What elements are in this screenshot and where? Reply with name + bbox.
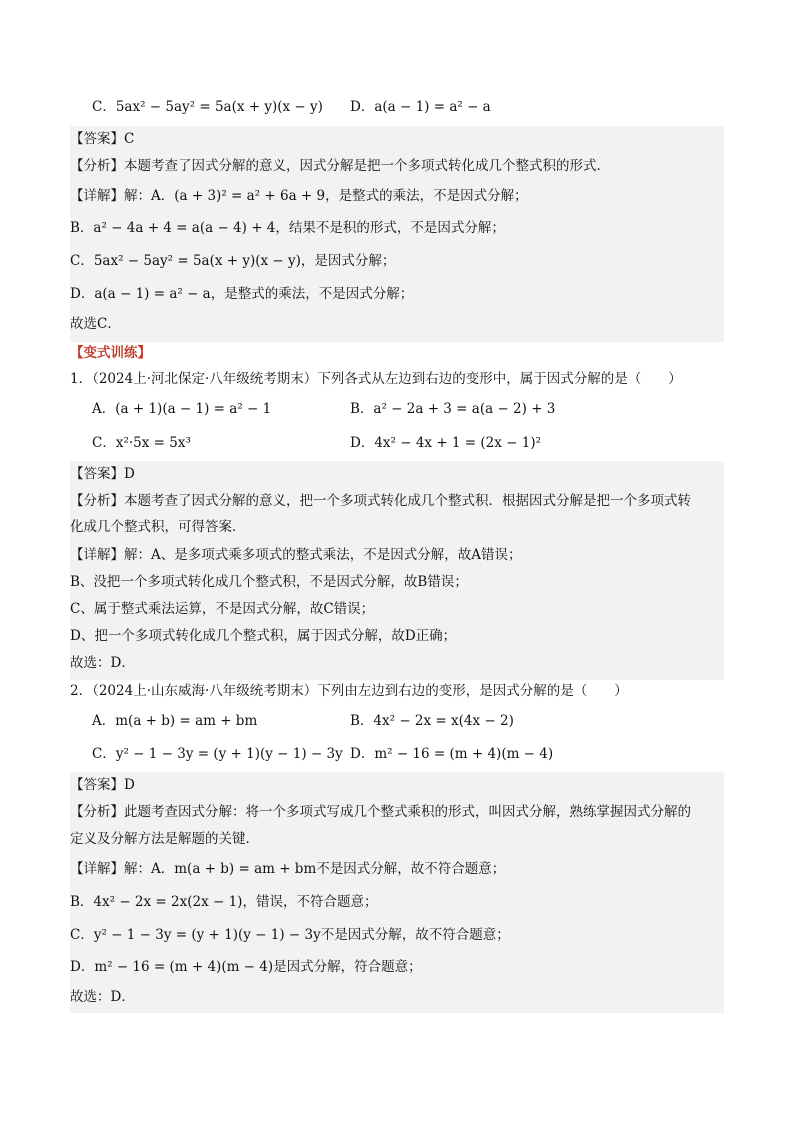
detail-2-line-4: D．m² − 16 = (m + 4)(m − 4)是因式分解，符合题意； <box>70 959 422 975</box>
detail-2-line-5: 故选：D． <box>70 989 135 1005</box>
detail-0-line-5: 故选C． <box>70 316 121 332</box>
question-1-option-c: C．x²·5x = 5x³ <box>92 435 191 451</box>
detail-1-line-1: 【详解】解：A、是多项式乘多项式的整式乘法，不是因式分解，故A错误； <box>70 547 522 563</box>
detail-0-line-1: 【详解】解：A．(a + 3)² = a² + 6a + 9，是整式的乘法，不是因式分解； <box>70 188 528 204</box>
answer-0: 【答案】C <box>70 131 135 147</box>
question-2-option-c: C．y² − 1 − 3y = (y + 1)(y − 1) − 3y <box>92 746 343 762</box>
variant-training-title: 【变式训练】 <box>70 345 151 361</box>
detail-0-line-3: C．5ax² − 5ay² = 5a(x + y)(x − y)，是因式分解； <box>70 253 396 269</box>
analysis-2-line-2: 定义及分解方法是解题的关键． <box>70 831 259 847</box>
question-2-option-b: B．4x² − 2x = x(4x − 2) <box>350 713 514 729</box>
answer-1: 【答案】D <box>70 466 135 482</box>
detail-2-line-3: C．y² − 1 − 3y = (y + 1)(y − 1) − 3y不是因式分解，故不符合题意； <box>70 927 510 943</box>
question-1-option-b: B．a² − 2a + 3 = a(a − 2) + 3 <box>350 401 556 417</box>
analysis-1-line-2: 化成几个整式积，可得答案． <box>70 519 246 535</box>
analysis-0: 【分析】本题考查了因式分解的意义，因式分解是把一个多项式转化成几个整式积的形式． <box>70 158 610 174</box>
question-2-stem: 2．（2024上·山东威海·八年级统考期末）下列由左边到右边的变形，是因式分解的是（ ） <box>70 683 628 699</box>
question-2-option-d: D．m² − 16 = (m + 4)(m − 4) <box>350 746 554 762</box>
answer-2: 【答案】D <box>70 777 135 793</box>
detail-1-line-2: B、没把一个多项式转化成几个整式积，不是因式分解，故B错误； <box>70 574 468 590</box>
detail-1-line-5: 故选：D． <box>70 655 135 671</box>
question-1-option-a: A．(a + 1)(a − 1) = a² − 1 <box>92 401 272 417</box>
detail-1-line-3: C、属于整式乘法运算，不是因式分解，故C错误； <box>70 601 375 617</box>
top-option-d: D．a(a − 1) = a² − a <box>350 99 491 115</box>
detail-0-line-4: D．a(a − 1) = a² − a，是整式的乘法，不是因式分解； <box>70 286 414 302</box>
analysis-1-line-1: 【分析】本题考查了因式分解的意义，把一个多项式转化成几个整式积．根据因式分解是把一个多项式转 <box>70 493 691 509</box>
detail-0-line-2: B．a² − 4a + 4 = a(a − 4) + 4，结果不是积的形式，不是因式分解； <box>70 220 505 236</box>
top-option-c: C．5ax² − 5ay² = 5a(x + y)(x − y) <box>92 99 323 115</box>
analysis-2-line-1: 【分析】此题考查因式分解：将一个多项式写成几个整式乘积的形式，叫因式分解，熟练掌握因式分解的 <box>70 804 691 820</box>
detail-2-line-1: 【详解】解：A．m(a + b) = am + bm不是因式分解，故不符合题意； <box>70 861 506 877</box>
detail-2-line-2: B．4x² − 2x = 2x(2x − 1)，错误，不符合题意； <box>70 894 378 910</box>
question-2-option-a: A．m(a + b) = am + bm <box>92 713 258 729</box>
detail-1-line-4: D、把一个多项式转化成几个整式积，属于因式分解，故D正确； <box>70 628 457 644</box>
question-1-option-d: D．4x² − 4x + 1 = (2x − 1)² <box>350 435 542 451</box>
question-1-stem: 1．（2024上·河北保定·八年级统考期末）下列各式从左边到右边的变形中，属于因式分解的是（ ） <box>70 371 682 387</box>
